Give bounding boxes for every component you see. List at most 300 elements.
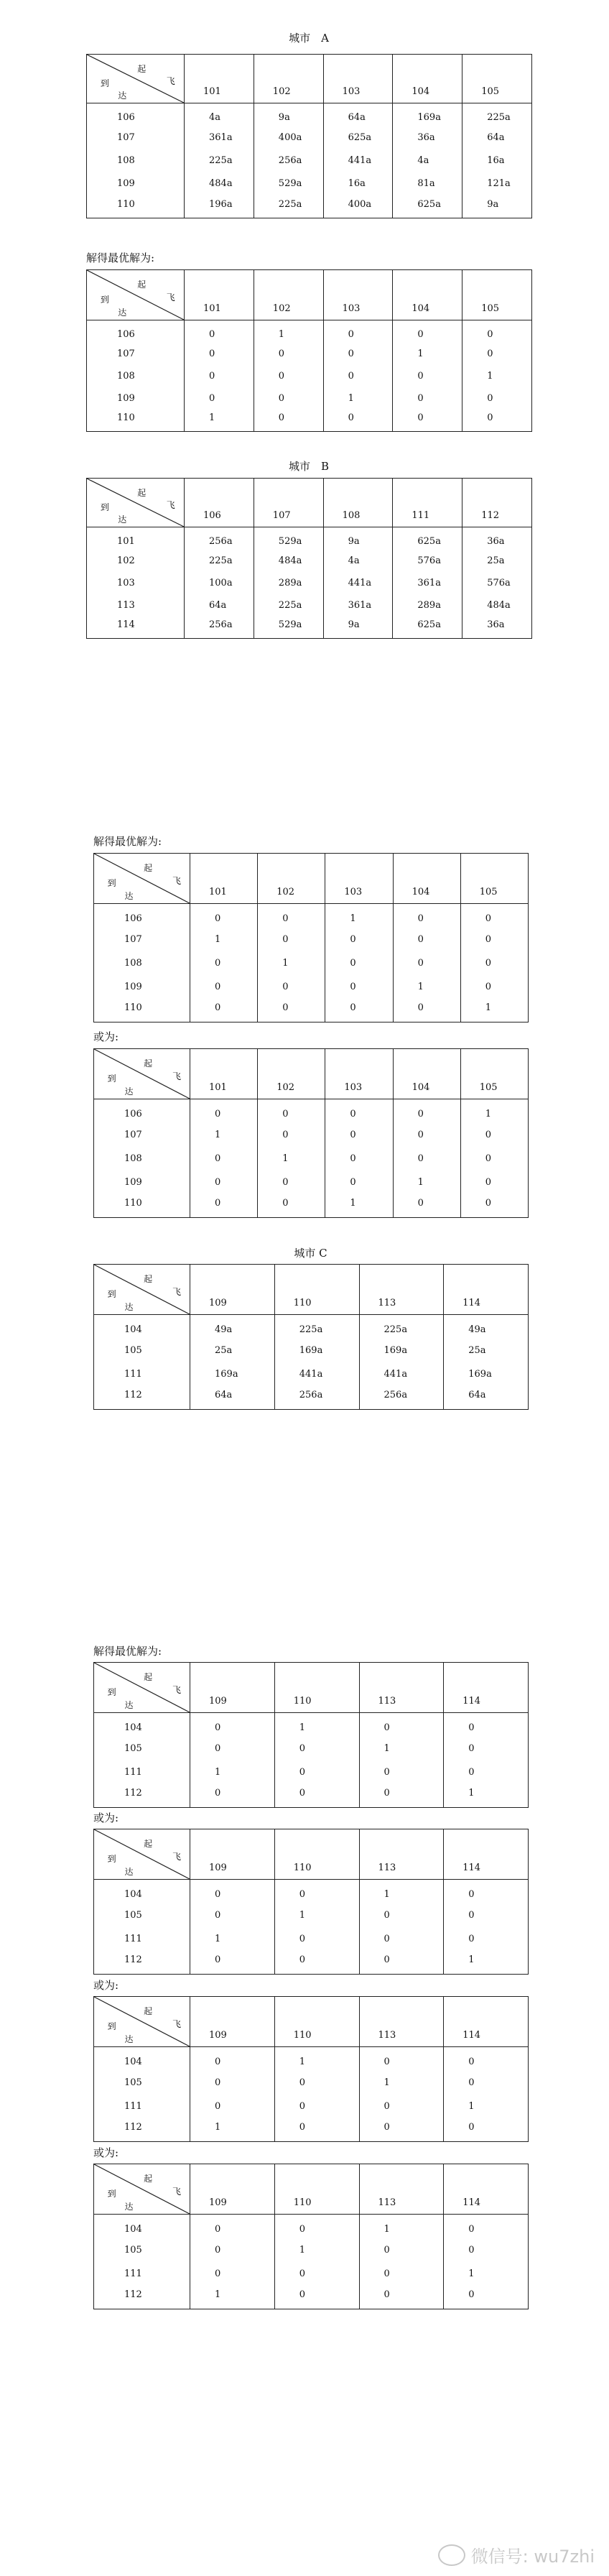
row-header: 106: [94, 904, 190, 928]
table-cell: 0: [359, 1903, 444, 1927]
header-label-arrive: 达: [124, 2201, 134, 2212]
table-row: [94, 2071, 529, 2095]
assignment-table: [93, 1829, 529, 1975]
column-header: 108: [323, 479, 393, 527]
table-cell: 0: [190, 2071, 275, 2095]
table-cell: 0: [190, 1951, 275, 1975]
assignment-table: [93, 1048, 529, 1218]
column-header: 101: [185, 270, 254, 320]
table-cell: 1: [190, 928, 258, 951]
table-cell: 1: [460, 1099, 528, 1123]
table-cell: 0: [393, 387, 462, 410]
row-header: 113: [87, 594, 185, 617]
table-row: [94, 1123, 529, 1147]
table-row: [94, 1386, 529, 1410]
table-cell: 625a: [393, 527, 462, 550]
table-cell: 25a: [462, 550, 532, 572]
table-cell: 1: [444, 1784, 529, 1808]
table-row: [94, 1339, 529, 1362]
header-label-to: 到: [100, 78, 109, 88]
row-header: 105: [94, 1737, 190, 1760]
table-cell: 0: [444, 2238, 529, 2262]
table-cell: 0: [185, 365, 254, 387]
row-header: 111: [94, 1760, 190, 1784]
table-cell: 1: [462, 365, 532, 387]
header-label-fly: 飞: [172, 2018, 182, 2029]
header-label-to: 到: [100, 502, 109, 512]
header-label-from: 起: [144, 1058, 153, 1069]
row-header: 108: [87, 365, 185, 387]
diagonal-header-cell: [87, 55, 185, 103]
table-cell: 0: [190, 2095, 275, 2118]
header-label-from: 起: [144, 2006, 153, 2017]
table-cell: 576a: [393, 550, 462, 572]
table-row: [94, 1171, 529, 1194]
table-cell: 0: [444, 1880, 529, 1903]
section-caption: 解得最优解为:: [86, 251, 155, 264]
table-row: [94, 999, 529, 1022]
table-row: [94, 2238, 529, 2262]
row-header: 104: [94, 1880, 190, 1903]
table-cell: 0: [462, 410, 532, 432]
table-cell: 1: [325, 1194, 393, 1218]
table-cell: 0: [462, 320, 532, 343]
column-header: 106: [185, 479, 254, 527]
column-header: 101: [190, 1049, 258, 1099]
table-cell: 0: [274, 1760, 359, 1784]
row-header: 107: [94, 1123, 190, 1147]
column-header: 114: [444, 2164, 529, 2215]
table-cell: 0: [274, 1737, 359, 1760]
table-cell: 0: [258, 1099, 325, 1123]
column-header: 113: [359, 2164, 444, 2215]
table-cell: 0: [359, 2118, 444, 2142]
table-cell: 81a: [393, 172, 462, 195]
column-header: 104: [393, 270, 462, 320]
table-cell: 0: [185, 320, 254, 343]
table-cell: 1: [258, 951, 325, 975]
table-cell: 256a: [185, 527, 254, 550]
table-row: [94, 1951, 529, 1975]
table-cell: 1: [359, 2071, 444, 2095]
header-label-arrive: 达: [118, 514, 127, 525]
table-cell: 49a: [190, 1315, 275, 1339]
table-cell: 0: [359, 2286, 444, 2309]
table-cell: 0: [190, 1171, 258, 1194]
table-row: [87, 195, 532, 218]
table-cell: 625a: [393, 617, 462, 639]
header-label-to: 到: [107, 2021, 116, 2031]
section-caption: 或为:: [93, 1811, 119, 1824]
table-cell: 0: [393, 1194, 460, 1218]
table-cell: 0: [190, 975, 258, 999]
assignment-table: [93, 1662, 529, 1808]
row-header: 105: [94, 2238, 190, 2262]
header-label-to: 到: [107, 2188, 116, 2199]
table-row: [94, 1880, 529, 1903]
table-cell: 441a: [323, 149, 393, 172]
table-row: [87, 343, 532, 365]
table-cell: 529a: [254, 527, 323, 550]
table-cell: 0: [359, 2262, 444, 2286]
table-row: [87, 103, 532, 126]
table-cell: 0: [462, 387, 532, 410]
table-cell: 225a: [274, 1315, 359, 1339]
table-cell: 1: [325, 904, 393, 928]
row-header: 107: [87, 343, 185, 365]
column-header: 105: [460, 1049, 528, 1099]
table-cell: 625a: [323, 126, 393, 149]
row-header: 109: [94, 1171, 190, 1194]
table-cell: 9a: [323, 617, 393, 639]
diagonal-header-cell: [94, 1829, 190, 1880]
table-cell: 289a: [393, 594, 462, 617]
table-cell: 16a: [462, 149, 532, 172]
row-header: 108: [94, 951, 190, 975]
section-caption: 或为:: [93, 2146, 119, 2159]
table-row: [87, 410, 532, 432]
table-cell: 0: [444, 1903, 529, 1927]
table-cell: 9a: [323, 527, 393, 550]
table-cell: 1: [323, 387, 393, 410]
table-cell: 0: [460, 1123, 528, 1147]
table-row: [94, 2047, 529, 2071]
table-cell: 0: [274, 1951, 359, 1975]
column-header: 107: [254, 479, 323, 527]
assignment-table: [86, 54, 532, 218]
section-title: 城市 B: [288, 460, 330, 473]
diagonal-header-cell: [94, 1997, 190, 2047]
column-header: 105: [462, 55, 532, 103]
row-header: 109: [94, 975, 190, 999]
diagonal-header-cell: [87, 270, 185, 320]
row-header: 108: [94, 1147, 190, 1171]
row-header: 112: [94, 1784, 190, 1808]
table-cell: 225a: [254, 195, 323, 218]
table-row: [94, 928, 529, 951]
column-header: 103: [323, 55, 393, 103]
table-cell: 1: [254, 320, 323, 343]
table-cell: 529a: [254, 172, 323, 195]
table-cell: 0: [258, 999, 325, 1022]
diagonal-header-cell: [94, 854, 190, 904]
table-cell: 0: [325, 975, 393, 999]
table-cell: 225a: [185, 550, 254, 572]
table-cell: 0: [393, 410, 462, 432]
header-label-fly: 飞: [172, 2186, 182, 2197]
header-label-arrive: 达: [124, 1866, 134, 1877]
column-header: 114: [444, 1829, 529, 1880]
table-cell: 169a: [274, 1339, 359, 1362]
assignment-table: [93, 1996, 529, 2142]
table-cell: 0: [258, 904, 325, 928]
table-row: [87, 572, 532, 594]
table-cell: 0: [359, 2238, 444, 2262]
table-cell: 1: [359, 1880, 444, 1903]
section-title: 城市 A: [289, 32, 329, 45]
table-cell: 0: [274, 2286, 359, 2309]
table-cell: 64a: [462, 126, 532, 149]
column-header: 103: [323, 270, 393, 320]
table-row: [87, 550, 532, 572]
row-header: 112: [94, 1386, 190, 1410]
table-cell: 100a: [185, 572, 254, 594]
watermark-text: 微信号: wu7zhi: [470, 2547, 595, 2567]
table-row: [94, 1315, 529, 1339]
table-cell: 0: [254, 410, 323, 432]
table-cell: 0: [185, 343, 254, 365]
header-label-arrive: 达: [124, 1086, 134, 1097]
table-cell: 16a: [323, 172, 393, 195]
table-cell: 0: [323, 320, 393, 343]
diagonal-header-cell: [94, 1049, 190, 1099]
column-header: 110: [274, 1265, 359, 1315]
header-label-arrive: 达: [118, 91, 127, 101]
row-header: 112: [94, 2118, 190, 2142]
table-cell: 0: [460, 904, 528, 928]
table-cell: 0: [274, 1927, 359, 1951]
table-cell: 0: [462, 343, 532, 365]
table-cell: 0: [185, 387, 254, 410]
header-label-fly: 飞: [172, 875, 182, 886]
column-header: 109: [190, 1997, 275, 2047]
column-header: 110: [274, 1997, 359, 2047]
table-cell: 36a: [462, 617, 532, 639]
column-header: 105: [462, 270, 532, 320]
table-cell: 25a: [190, 1339, 275, 1362]
row-header: 103: [87, 572, 185, 594]
header-label-from: 起: [144, 1672, 153, 1683]
table-cell: 1: [190, 2118, 275, 2142]
table-row: [94, 2215, 529, 2238]
row-header: 104: [94, 2215, 190, 2238]
column-header: 103: [325, 1049, 393, 1099]
table-row: [94, 951, 529, 975]
table-cell: 1: [274, 2238, 359, 2262]
table-row: [94, 2118, 529, 2142]
table-cell: 1: [444, 2262, 529, 2286]
table-cell: 1: [393, 975, 460, 999]
column-header: 101: [190, 854, 258, 904]
table-cell: 289a: [254, 572, 323, 594]
table-cell: 0: [444, 2215, 529, 2238]
column-header: 102: [258, 854, 325, 904]
table-cell: 1: [274, 1713, 359, 1737]
table-cell: 256a: [254, 149, 323, 172]
table-row: [87, 126, 532, 149]
table-cell: 64a: [323, 103, 393, 126]
table-row: [87, 617, 532, 639]
diagonal-header-cell: [94, 1265, 190, 1315]
row-header: 109: [87, 172, 185, 195]
row-header: 112: [94, 1951, 190, 1975]
table-cell: 0: [274, 2095, 359, 2118]
table-cell: 0: [444, 2047, 529, 2071]
column-header: 109: [190, 2164, 275, 2215]
table-cell: 64a: [185, 594, 254, 617]
table-cell: 441a: [274, 1362, 359, 1386]
table-cell: 0: [325, 951, 393, 975]
table-cell: 1: [190, 1760, 275, 1784]
table-cell: 0: [444, 2071, 529, 2095]
watermark: [438, 2542, 595, 2567]
section-caption: 或为:: [93, 1030, 119, 1043]
table-cell: 0: [190, 2238, 275, 2262]
row-header: 107: [87, 126, 185, 149]
table-cell: 0: [359, 2047, 444, 2071]
table-cell: 0: [190, 904, 258, 928]
header-label-arrive: 达: [124, 2033, 134, 2044]
table-cell: 9a: [254, 103, 323, 126]
table-cell: 0: [190, 1147, 258, 1171]
table-cell: 0: [393, 999, 460, 1022]
table-cell: 4a: [323, 550, 393, 572]
table-cell: 1: [393, 343, 462, 365]
table-cell: 0: [393, 951, 460, 975]
table-cell: 4a: [185, 103, 254, 126]
header-label-arrive: 达: [124, 1699, 134, 1710]
section-caption: 解得最优解为:: [93, 835, 162, 848]
column-header: 113: [359, 1997, 444, 2047]
header-label-from: 起: [137, 280, 147, 290]
header-label-fly: 飞: [172, 1071, 182, 1081]
table-row: [94, 1099, 529, 1123]
table-cell: 484a: [185, 172, 254, 195]
table-cell: 225a: [359, 1315, 444, 1339]
table-row: [94, 1784, 529, 1808]
table-cell: 0: [359, 1713, 444, 1737]
table-cell: 0: [393, 365, 462, 387]
section-title: 城市 C: [294, 1247, 327, 1260]
diagonal-header-cell: [87, 479, 185, 527]
header-label-from: 起: [137, 487, 147, 498]
table-cell: 0: [254, 387, 323, 410]
assignment-table: [86, 478, 532, 639]
table-cell: 441a: [323, 572, 393, 594]
table-cell: 0: [460, 1171, 528, 1194]
table-cell: 121a: [462, 172, 532, 195]
header-label-arrive: 达: [124, 890, 134, 901]
header-label-to: 到: [107, 1073, 116, 1084]
table-cell: 0: [325, 1123, 393, 1147]
table-cell: 25a: [444, 1339, 529, 1362]
table-cell: 0: [190, 2047, 275, 2071]
row-header: 114: [87, 617, 185, 639]
assignment-table: [93, 2164, 529, 2309]
table-cell: 0: [274, 2118, 359, 2142]
table-cell: 1: [274, 1903, 359, 1927]
table-cell: 0: [190, 1099, 258, 1123]
column-header: 109: [190, 1663, 275, 1713]
table-cell: 361a: [185, 126, 254, 149]
row-header: 110: [94, 1194, 190, 1218]
table-cell: 0: [274, 2262, 359, 2286]
row-header: 111: [94, 1927, 190, 1951]
header-label-fly: 飞: [166, 292, 175, 303]
table-cell: 0: [444, 2118, 529, 2142]
row-header: 104: [94, 2047, 190, 2071]
table-cell: 0: [274, 2071, 359, 2095]
table-row: [94, 1760, 529, 1784]
column-header: 102: [254, 270, 323, 320]
table-row: [87, 365, 532, 387]
row-header: 105: [94, 1903, 190, 1927]
table-cell: 0: [393, 928, 460, 951]
table-cell: 0: [274, 1880, 359, 1903]
row-header: 107: [94, 928, 190, 951]
table-row: [94, 1903, 529, 1927]
header-label-from: 起: [137, 63, 147, 74]
table-cell: 0: [393, 1123, 460, 1147]
row-header: 104: [94, 1713, 190, 1737]
column-header: 112: [462, 479, 532, 527]
table-cell: 0: [325, 1147, 393, 1171]
table-cell: 64a: [190, 1386, 275, 1410]
header-label-from: 起: [144, 2174, 153, 2184]
table-cell: 256a: [274, 1386, 359, 1410]
table-cell: 1: [190, 2286, 275, 2309]
column-header: 109: [190, 1265, 275, 1315]
row-header: 111: [94, 2262, 190, 2286]
header-label-from: 起: [144, 863, 153, 874]
row-header: 111: [94, 2095, 190, 2118]
row-header: 106: [87, 320, 185, 343]
table-cell: 0: [460, 1194, 528, 1218]
column-header: 101: [185, 55, 254, 103]
column-header: 110: [274, 1663, 359, 1713]
table-row: [94, 2262, 529, 2286]
table-cell: 0: [393, 1147, 460, 1171]
assignment-table: [86, 269, 532, 432]
header-label-to: 到: [107, 877, 116, 888]
header-label-fly: 飞: [172, 1851, 182, 1862]
table-cell: 0: [325, 928, 393, 951]
table-cell: 0: [190, 2215, 275, 2238]
table-cell: 0: [258, 1194, 325, 1218]
table-cell: 441a: [359, 1362, 444, 1386]
column-header: 102: [254, 55, 323, 103]
row-header: 110: [87, 410, 185, 432]
table-cell: 1: [185, 410, 254, 432]
table-row: [94, 1147, 529, 1171]
table-cell: 0: [258, 1123, 325, 1147]
table-row: [94, 904, 529, 928]
header-label-arrive: 达: [118, 307, 127, 318]
table-cell: 0: [359, 2095, 444, 2118]
table-cell: 225a: [462, 103, 532, 126]
table-row: [87, 527, 532, 550]
header-label-fly: 飞: [172, 1286, 182, 1297]
table-row: [94, 1194, 529, 1218]
section-caption: 或为:: [93, 1979, 119, 1992]
table-row: [94, 1927, 529, 1951]
table-cell: 0: [190, 1903, 275, 1927]
table-cell: 0: [190, 1784, 275, 1808]
table-cell: 1: [393, 1171, 460, 1194]
table-cell: 0: [460, 951, 528, 975]
column-header: 113: [359, 1265, 444, 1315]
row-header: 104: [94, 1315, 190, 1339]
column-header: 103: [325, 854, 393, 904]
row-header: 110: [87, 195, 185, 218]
table-cell: 0: [359, 1951, 444, 1975]
row-header: 106: [87, 103, 185, 126]
table-row: [87, 172, 532, 195]
table-row: [94, 2286, 529, 2309]
table-cell: 0: [393, 1099, 460, 1123]
table-cell: 1: [460, 999, 528, 1022]
table-cell: 0: [325, 999, 393, 1022]
